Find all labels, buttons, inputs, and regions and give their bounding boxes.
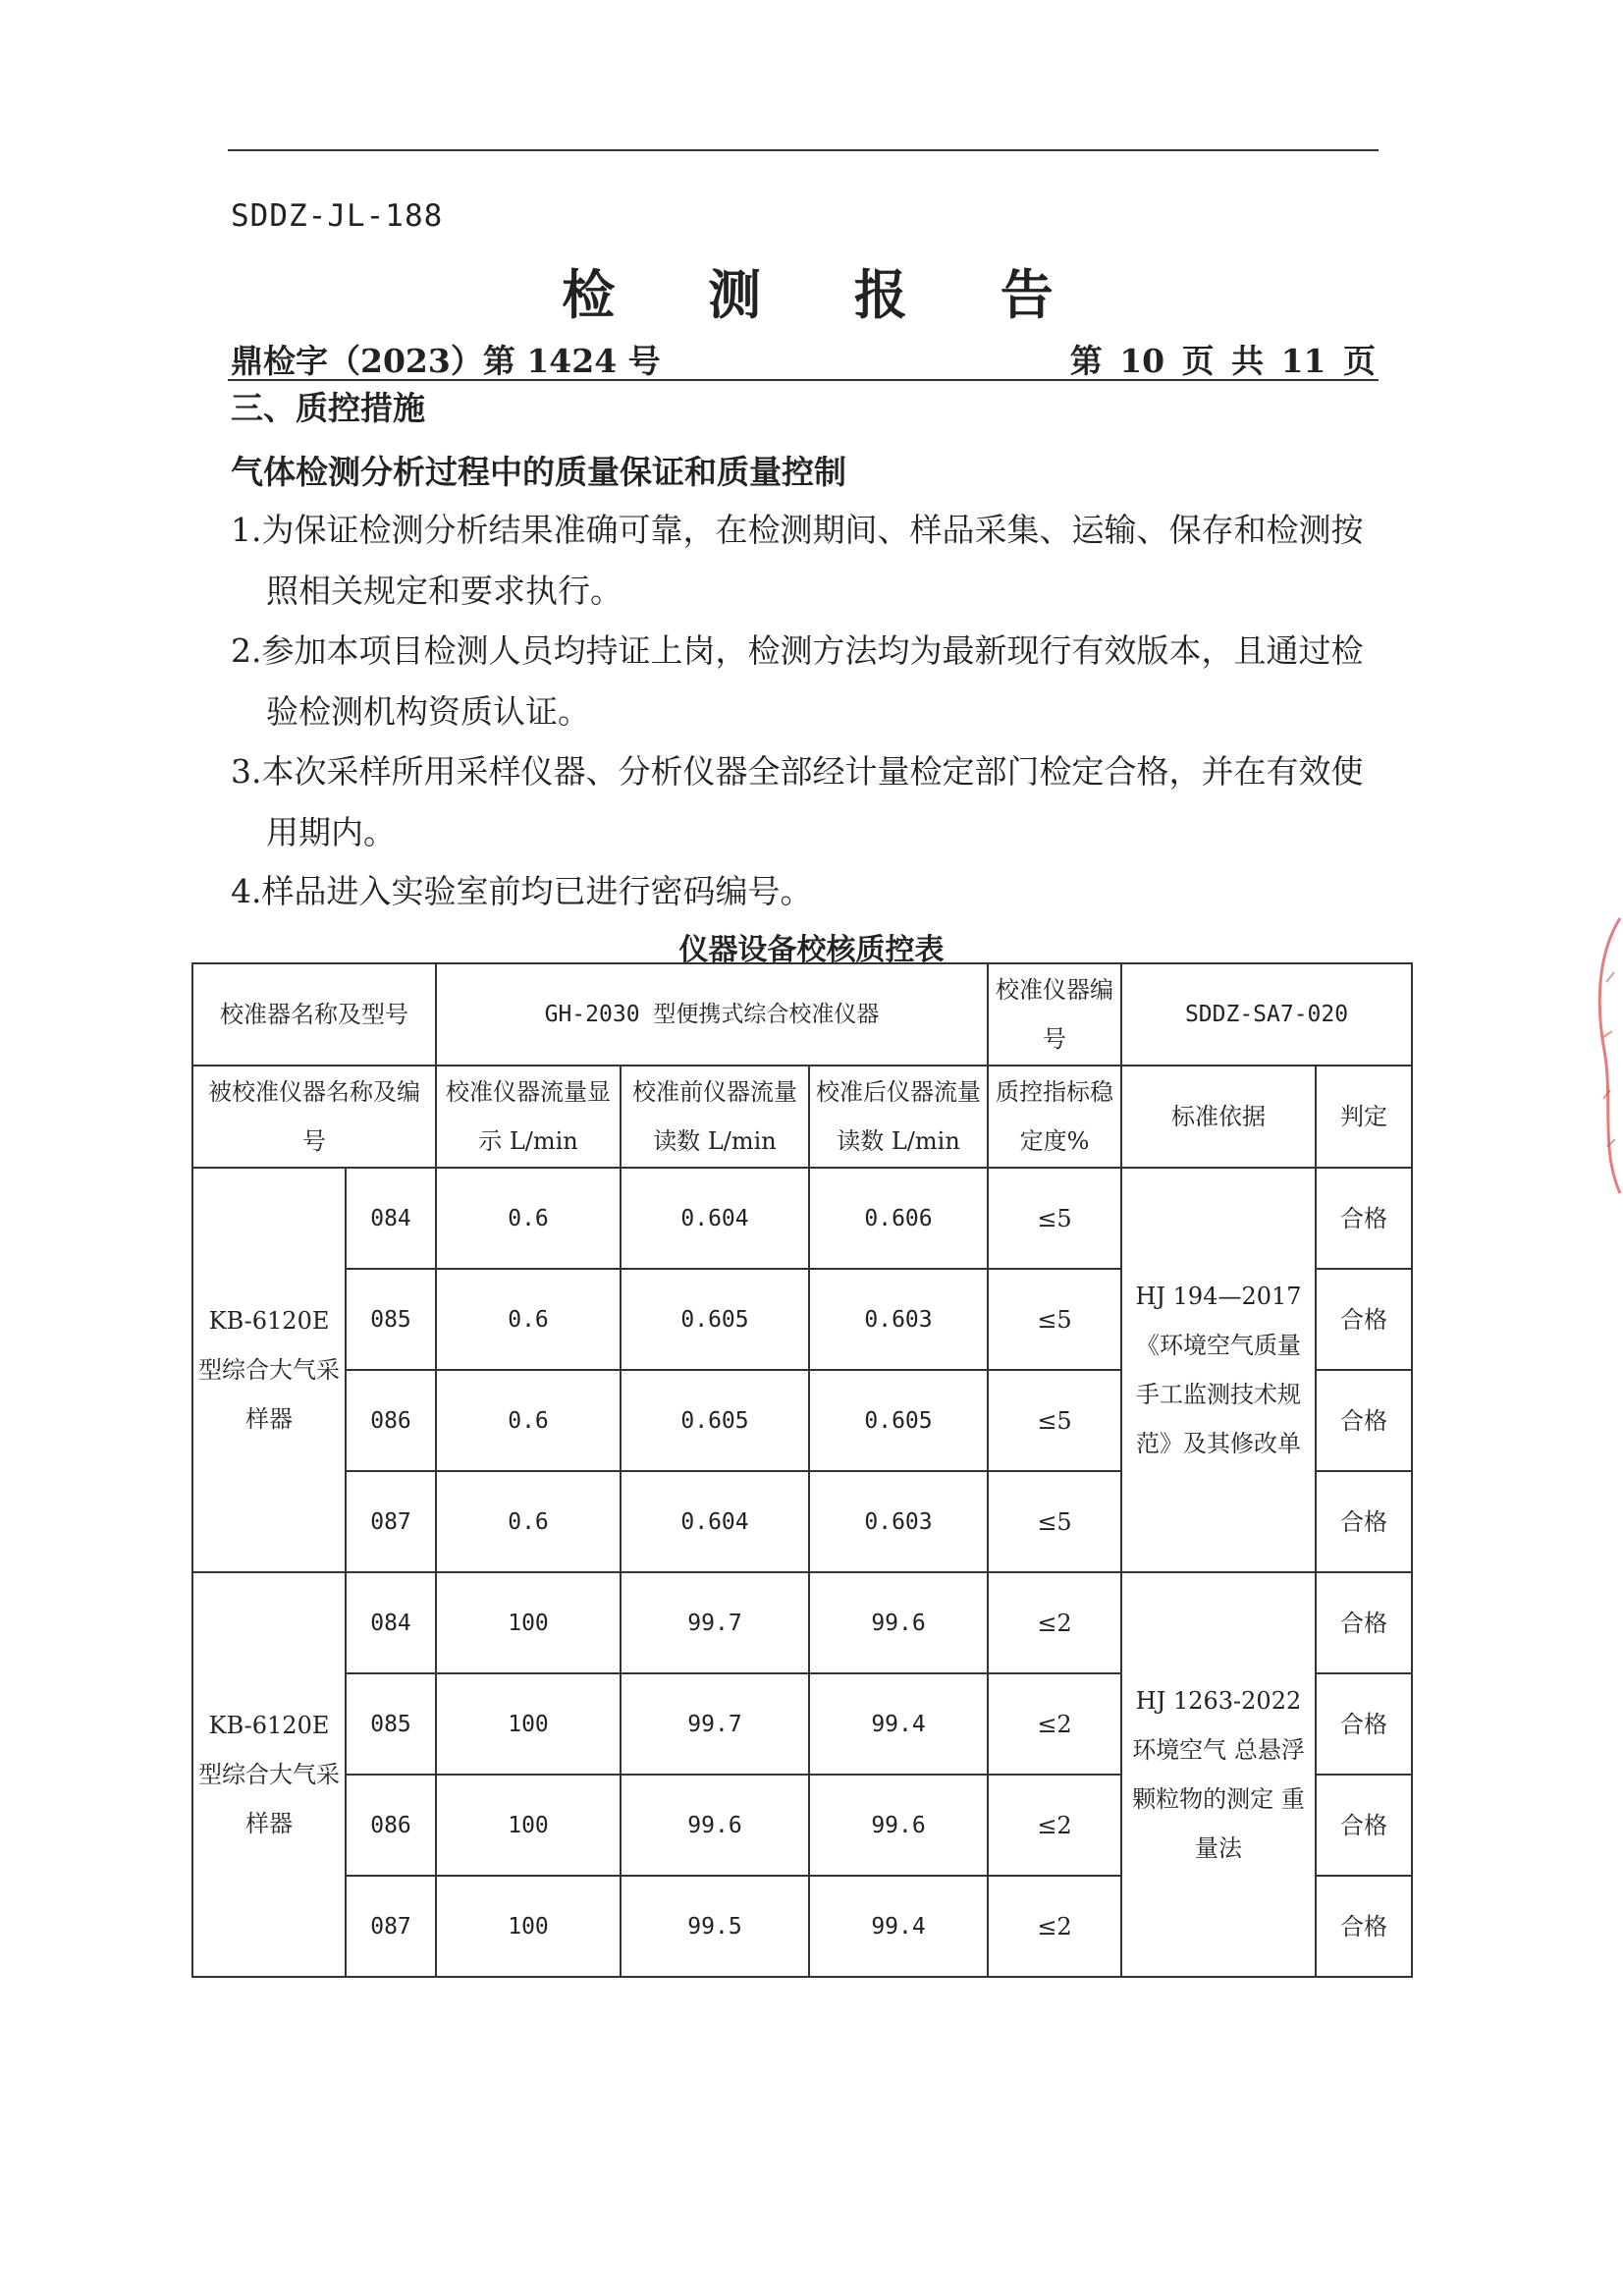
verdict-cell: 合格: [1316, 1269, 1412, 1370]
seal-stamp-fragment: [1591, 913, 1623, 1198]
header-after: 校准后仪器流量读数 L/min: [809, 1066, 988, 1168]
flow-cell: 0.6: [436, 1168, 621, 1269]
list-item-line: 4.样品进入实验室前均已进行密码编号。: [231, 872, 813, 910]
flow-cell: 100: [436, 1673, 621, 1775]
before-cell: 0.605: [621, 1269, 809, 1370]
before-cell: 0.604: [621, 1471, 809, 1572]
header-stability: 质控指标稳定度%: [988, 1066, 1121, 1168]
calibrator-row: [192, 963, 1412, 1066]
before-cell: 99.7: [621, 1673, 809, 1775]
instrument-no: 086: [346, 1370, 436, 1471]
list-item-continuation: 验检测机构资质认证。: [266, 692, 590, 731]
flow-cell: 100: [436, 1775, 621, 1876]
instrument-no: 084: [346, 1168, 436, 1269]
form-code: SDDZ-JL-188: [231, 198, 444, 234]
list-item-line: 3.本次采样所用采样仪器、分析仪器全部经计量检定部门检定合格，并在有效使: [231, 752, 1364, 791]
calibrator-label: 校准器名称及型号: [192, 963, 436, 1066]
list-item-line: 1.为保证检测分析结果准确可靠，在检测期间、样品采集、运输、保存和检测按: [231, 511, 1364, 549]
stability-cell: ≤5: [988, 1370, 1121, 1471]
report-title: 检 测 报 告: [562, 263, 1091, 326]
before-cell: 99.5: [621, 1876, 809, 1977]
verdict-cell: 合格: [1316, 1168, 1412, 1269]
before-cell: 99.6: [621, 1775, 809, 1876]
verdict-cell: 合格: [1316, 1775, 1412, 1876]
after-cell: 99.4: [809, 1876, 988, 1977]
header-flow-display: 校准仪器流量显示 L/min: [436, 1066, 621, 1168]
stability-cell: ≤2: [988, 1673, 1121, 1775]
instrument-no: 087: [346, 1471, 436, 1572]
instrument-name-cell: KB-6120E 型综合大气采样器: [192, 1572, 346, 1977]
verdict-cell: 合格: [1316, 1572, 1412, 1673]
stability-cell: ≤2: [988, 1876, 1121, 1977]
after-cell: 99.6: [809, 1572, 988, 1673]
calibrator-no-value: SDDZ-SA7-020: [1121, 963, 1412, 1066]
verdict-cell: 合格: [1316, 1673, 1412, 1775]
after-cell: 0.603: [809, 1269, 988, 1370]
header-instrument: 被校准仪器名称及编号: [192, 1066, 436, 1168]
list-item: [231, 500, 1380, 622]
verdict-cell: 合格: [1316, 1876, 1412, 1977]
list-item-line: 2.参加本项目检测人员均持证上岗，检测方法均为最新现行有效版本，且通过检: [231, 631, 1364, 670]
calibration-table: [191, 962, 1413, 1978]
instrument-no: 087: [346, 1876, 436, 1977]
flow-cell: 0.6: [436, 1370, 621, 1471]
verdict-cell: 合格: [1316, 1370, 1412, 1471]
list-item-continuation: 照相关规定和要求执行。: [266, 572, 622, 610]
standard-cell: HJ 194—2017《环境空气质量手工监测技术规范》及其修改单: [1121, 1168, 1316, 1572]
list-item: [231, 861, 1380, 922]
verdict-cell: 合格: [1316, 1471, 1412, 1572]
standard-cell: HJ 1263-2022 环境空气 总悬浮颗粒物的测定 重量法: [1121, 1572, 1316, 1977]
after-cell: 99.4: [809, 1673, 988, 1775]
flow-cell: 0.6: [436, 1269, 621, 1370]
table-header-row: [192, 1066, 1412, 1168]
calibrator-no-label: 校准仪器编号: [988, 963, 1121, 1066]
list-item: [231, 621, 1380, 742]
top-divider: [228, 149, 1379, 151]
flow-cell: 100: [436, 1572, 621, 1673]
header-divider: [228, 379, 1379, 381]
after-cell: 99.6: [809, 1775, 988, 1876]
list-item: [231, 741, 1380, 863]
stability-cell: ≤2: [988, 1775, 1121, 1876]
stability-cell: ≤5: [988, 1471, 1121, 1572]
flow-cell: 100: [436, 1876, 621, 1977]
stability-cell: ≤2: [988, 1572, 1121, 1673]
header-verdict: 判定: [1316, 1066, 1412, 1168]
subsection-title: 气体检测分析过程中的质量保证和质量控制: [231, 453, 846, 491]
after-cell: 0.605: [809, 1370, 988, 1471]
section-title: 三、质控措施: [231, 389, 425, 427]
before-cell: 0.604: [621, 1168, 809, 1269]
report-number: 鼎检字（2023）第 1424 号: [231, 342, 661, 380]
instrument-no: 085: [346, 1673, 436, 1775]
instrument-no: 084: [346, 1572, 436, 1673]
table-row: [192, 1168, 1412, 1269]
table-title: 仪器设备校核质控表: [678, 933, 945, 967]
header-before: 校准前仪器流量读数 L/min: [621, 1066, 809, 1168]
header-standard: 标准依据: [1121, 1066, 1316, 1168]
stability-cell: ≤5: [988, 1269, 1121, 1370]
flow-cell: 0.6: [436, 1471, 621, 1572]
page-indicator: 第 10 页 共 11 页: [1069, 342, 1376, 380]
instrument-no: 085: [346, 1269, 436, 1370]
calibrator-value: GH-2030 型便携式综合校准仪器: [436, 963, 988, 1066]
before-cell: 99.7: [621, 1572, 809, 1673]
instrument-name-cell: KB-6120E 型综合大气采样器: [192, 1168, 346, 1572]
after-cell: 0.603: [809, 1471, 988, 1572]
list-item-continuation: 用期内。: [266, 813, 396, 851]
after-cell: 0.606: [809, 1168, 988, 1269]
table-row: [192, 1572, 1412, 1673]
stability-cell: ≤5: [988, 1168, 1121, 1269]
before-cell: 0.605: [621, 1370, 809, 1471]
instrument-no: 086: [346, 1775, 436, 1876]
